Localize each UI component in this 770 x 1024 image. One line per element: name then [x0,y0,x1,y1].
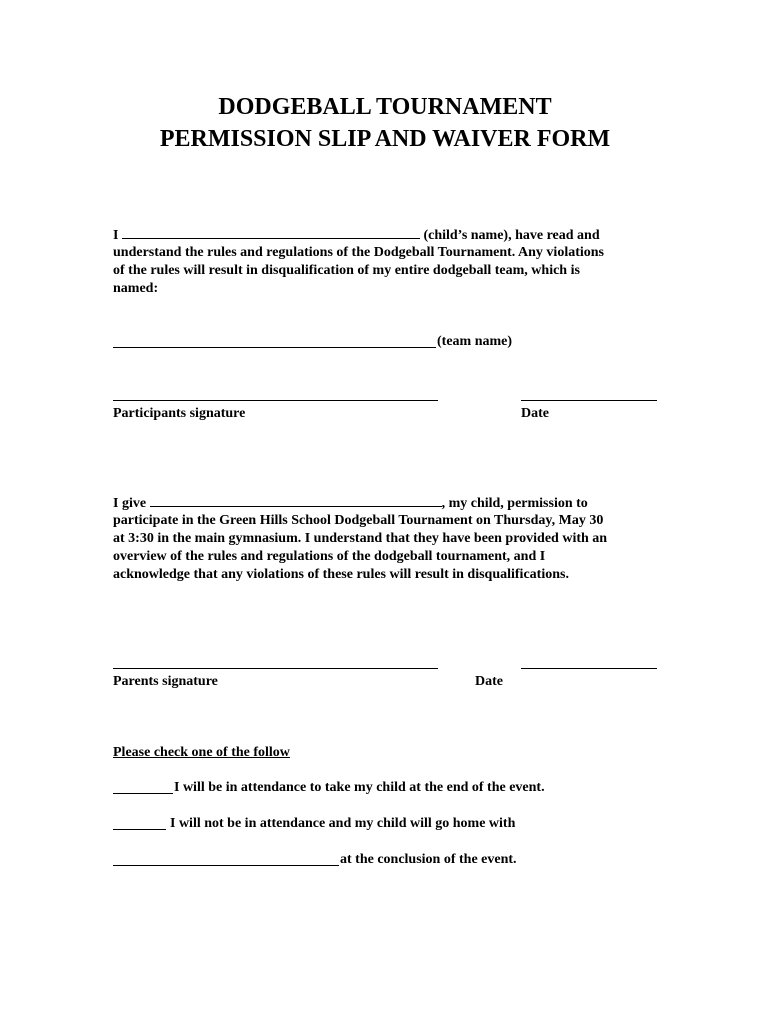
statement-suffix: (child’s name), have read and [423,228,600,243]
statement-prefix: I [113,228,119,243]
team-name-field[interactable] [113,347,436,348]
give-prefix: I give [113,496,147,511]
form-title-line1: DODGEBALL TOURNAMENT [218,94,552,120]
student-statement-line1 [113,226,600,245]
attendance-option2-label: I will not be in attendance and my child will go home with [170,816,516,831]
student-statement-line2: understand the rules and regulations of the Dodgeball Tournament. Any violations [113,245,604,260]
student-statement-line3: of the rules will result in disqualification of my entire dodgeball team, which is [113,263,580,278]
parent-statement-line4: overview of the rules and regulations of the dodgeball tournament, and I [113,549,546,564]
participant-signature-field[interactable] [113,400,438,401]
give-suffix: , my child, permission to [441,496,588,511]
form-title-line2: PERMISSION SLIP AND WAIVER FORM [159,126,611,152]
parent-statement-line2: participate in the Green Hills School Dodgeball Tournament on Thursday, May 30 [113,513,604,528]
student-statement-line4: named: [113,281,159,296]
child-name-field[interactable] [122,226,420,239]
participant-signature-label: Participants signature [113,406,246,421]
participant-date-label: Date [521,406,549,421]
parent-statement-line3: at 3:30 in the main gymnasium. I understand that they have been provided with an [113,531,608,546]
attendance-heading: Please check one of the follow [113,745,290,760]
attendance-option2-continuation: at the conclusion of the event. [340,852,517,867]
pickup-person-field[interactable] [113,865,339,866]
parent-signature-label: Parents signature [113,674,218,689]
attendance-option1-checkbox[interactable] [113,793,173,794]
team-name-label: (team name) [437,334,513,349]
parent-statement-line5: acknowledge that any violations of these rules will result in disqualifications. [113,567,569,582]
attendance-option2-checkbox[interactable] [113,829,166,830]
parent-date-field[interactable] [521,668,657,669]
participant-date-field[interactable] [521,400,657,401]
parent-child-name-field[interactable] [150,494,442,507]
parent-date-label: Date [475,674,503,689]
parent-statement-line1 [113,494,588,513]
parent-signature-field[interactable] [113,668,438,669]
attendance-option1-label: I will be in attendance to take my child at the end of the event. [174,780,545,795]
